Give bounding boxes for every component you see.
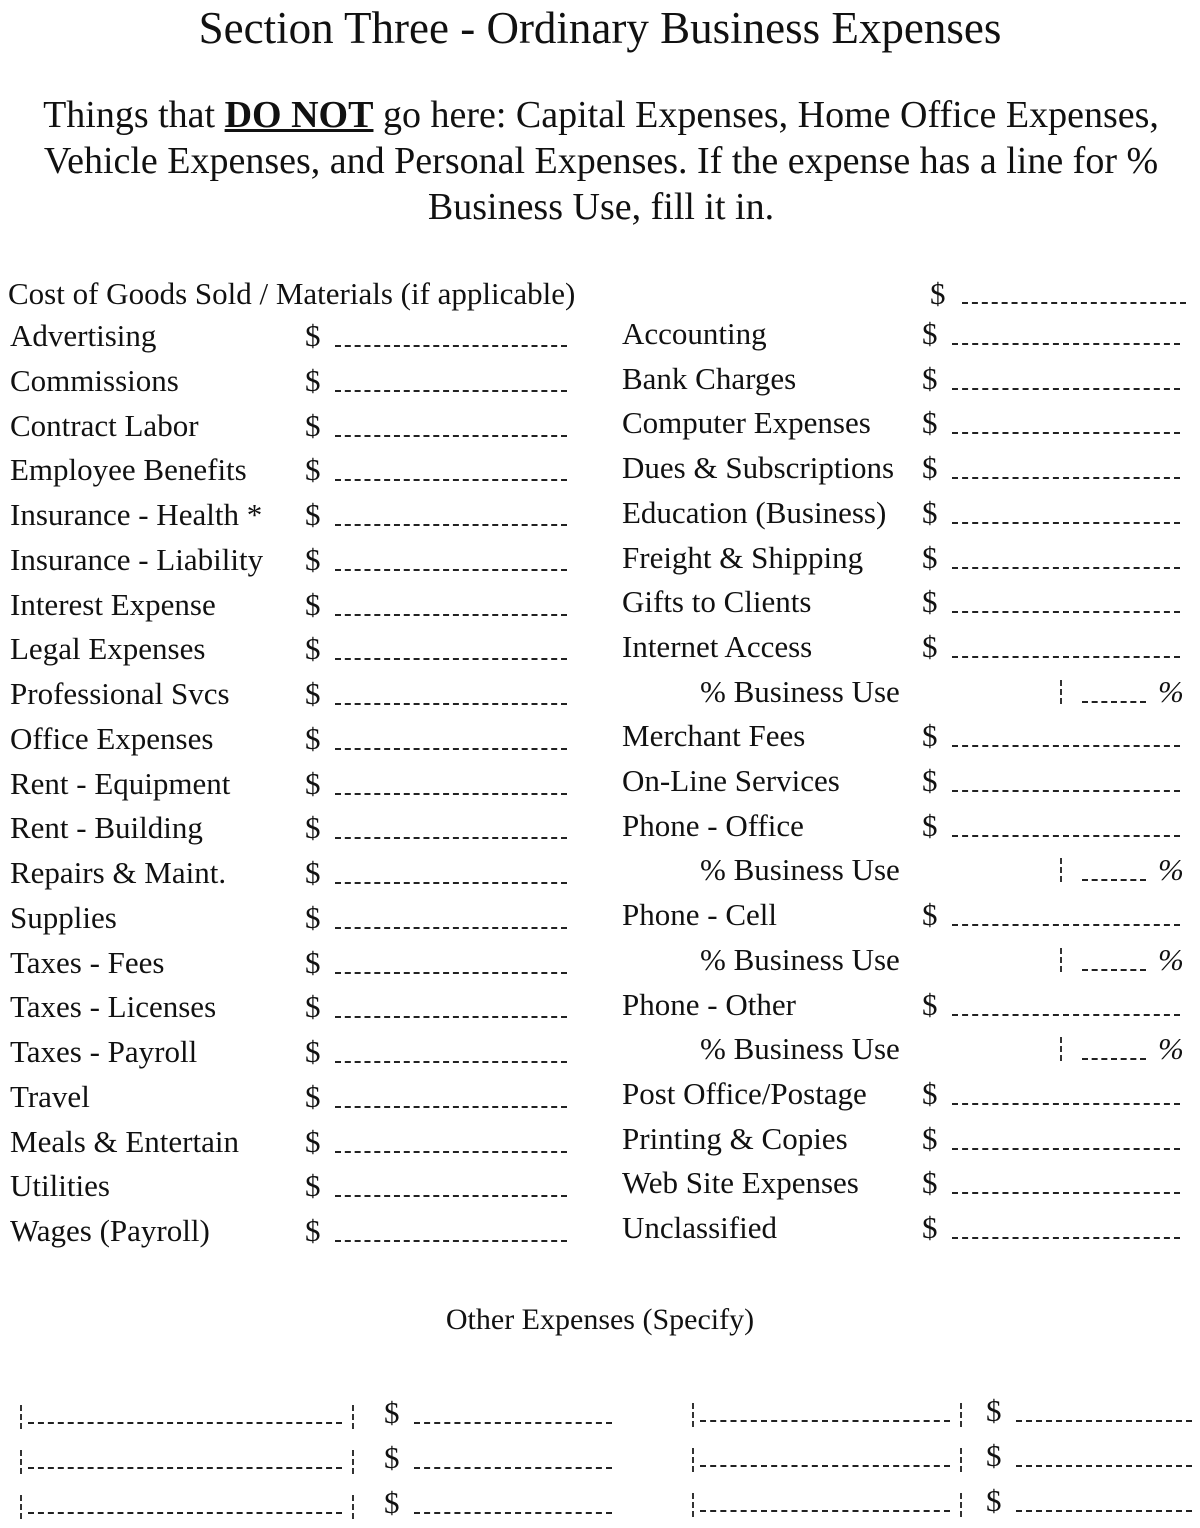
other-expense-name-field[interactable] <box>700 1510 950 1512</box>
field-bracket-left <box>692 1448 694 1472</box>
amount-field[interactable] <box>335 435 567 437</box>
other-expense-amount-field[interactable] <box>414 1467 612 1469</box>
cogs-amount-field[interactable] <box>962 302 1186 304</box>
other-expense-name-field[interactable] <box>28 1512 342 1514</box>
dollar-sign: $ <box>305 810 321 845</box>
percent-field-marker <box>1060 858 1062 882</box>
other-expense-amount-field[interactable] <box>1016 1465 1192 1467</box>
expense-label: Bank Charges <box>622 361 797 396</box>
expense-label: Taxes - Payroll <box>10 1034 198 1069</box>
expense-label: Office Expenses <box>10 721 214 756</box>
other-expense-amount-field[interactable] <box>414 1422 612 1424</box>
field-bracket-left <box>692 1493 694 1517</box>
dollar-sign: $ <box>305 1124 321 1159</box>
business-use-percent-field[interactable] <box>1082 879 1146 881</box>
expense-label: Internet Access <box>622 629 813 664</box>
dollar-sign: $ <box>922 540 938 575</box>
dollar-sign: $ <box>305 408 321 443</box>
amount-field[interactable] <box>335 972 567 974</box>
expense-label: Advertising <box>10 318 157 353</box>
expense-label: Professional Svcs <box>10 676 230 711</box>
expense-label: Freight & Shipping <box>622 540 864 575</box>
amount-field[interactable] <box>335 614 567 616</box>
expense-label: Rent - Equipment <box>10 766 231 801</box>
expense-label: Gifts to Clients <box>622 584 812 619</box>
expense-label: Insurance - Health * <box>10 497 263 532</box>
dollar-sign: $ <box>305 766 321 801</box>
dollar-sign: $ <box>305 676 321 711</box>
dollar-sign: $ <box>305 1079 321 1114</box>
amount-field[interactable] <box>952 656 1180 658</box>
other-expense-name-field[interactable] <box>28 1467 342 1469</box>
business-use-label: % Business Use <box>700 852 900 887</box>
expense-label: Interest Expense <box>10 587 216 622</box>
dollar-sign: $ <box>305 989 321 1024</box>
amount-field[interactable] <box>335 882 567 884</box>
expense-label: Insurance - Liability <box>10 542 264 577</box>
dollar-sign: $ <box>922 987 938 1022</box>
percent-field-marker <box>1060 1037 1062 1061</box>
business-use-percent-field[interactable] <box>1082 1058 1146 1060</box>
dollar-sign: $ <box>384 1485 400 1520</box>
expense-label: Phone - Office <box>622 808 804 843</box>
expense-label: Web Site Expenses <box>622 1165 859 1200</box>
amount-field[interactable] <box>952 745 1180 747</box>
dollar-sign: $ <box>922 763 938 798</box>
amount-field[interactable] <box>952 1192 1180 1194</box>
amount-field[interactable] <box>335 703 567 705</box>
expense-label: Phone - Cell <box>622 897 777 932</box>
dollar-sign: $ <box>305 900 321 935</box>
business-use-label: % Business Use <box>700 942 900 977</box>
business-use-percent-field[interactable] <box>1082 701 1146 703</box>
field-bracket-left <box>20 1405 22 1429</box>
amount-field[interactable] <box>952 477 1180 479</box>
percent-sign: % <box>1158 852 1184 887</box>
other-expenses-title: Other Expenses (Specify) <box>445 1303 755 1336</box>
dollar-sign: $ <box>986 1483 1002 1518</box>
amount-field[interactable] <box>952 522 1180 524</box>
cogs-dollar-sign: $ <box>930 276 946 311</box>
dollar-sign: $ <box>384 1440 400 1475</box>
dollar-sign: $ <box>922 405 938 440</box>
expense-label: Contract Labor <box>10 408 199 443</box>
field-bracket-left <box>20 1450 22 1474</box>
field-bracket-right <box>960 1403 962 1427</box>
expense-label: Computer Expenses <box>622 405 871 440</box>
expense-label: Meals & Entertain <box>10 1124 239 1159</box>
amount-field[interactable] <box>335 837 567 839</box>
business-use-percent-field[interactable] <box>1082 969 1146 971</box>
other-expense-name-field[interactable] <box>700 1420 950 1422</box>
intro-rest: go here: Capital Expenses, Home Office Expenses, Vehicle Expenses, and Personal Expenses. If the expense has a line for % Business Use, fill it in. <box>43 94 1159 228</box>
amount-field[interactable] <box>952 611 1180 613</box>
dollar-sign: $ <box>305 631 321 666</box>
dollar-sign: $ <box>305 587 321 622</box>
amount-field[interactable] <box>952 1014 1180 1016</box>
dollar-sign: $ <box>305 363 321 398</box>
dollar-sign: $ <box>305 497 321 532</box>
dollar-sign: $ <box>922 1165 938 1200</box>
percent-sign: % <box>1158 674 1184 709</box>
expense-label: Post Office/Postage <box>622 1076 867 1111</box>
expense-label: Rent - Building <box>10 810 203 845</box>
other-expense-amount-field[interactable] <box>1016 1420 1192 1422</box>
dollar-sign: $ <box>986 1393 1002 1428</box>
field-bracket-right <box>960 1448 962 1472</box>
other-expense-amount-field[interactable] <box>1016 1510 1192 1512</box>
dollar-sign: $ <box>305 542 321 577</box>
percent-sign: % <box>1158 942 1184 977</box>
expense-label: Merchant Fees <box>622 718 806 753</box>
expense-label: Travel <box>10 1079 90 1114</box>
amount-field[interactable] <box>335 748 567 750</box>
dollar-sign: $ <box>305 1213 321 1248</box>
dollar-sign: $ <box>922 808 938 843</box>
expense-label: Accounting <box>622 316 767 351</box>
expense-label: Education (Business) <box>622 495 887 530</box>
amount-field[interactable] <box>335 345 567 347</box>
dollar-sign: $ <box>922 1121 938 1156</box>
amount-field[interactable] <box>335 793 567 795</box>
amount-field[interactable] <box>952 432 1180 434</box>
percent-field-marker <box>1060 948 1062 972</box>
dollar-sign: $ <box>922 718 938 753</box>
expense-label: Utilities <box>10 1168 110 1203</box>
amount-field[interactable] <box>952 1103 1180 1105</box>
expense-label: Dues & Subscriptions <box>622 450 895 485</box>
dollar-sign: $ <box>305 721 321 756</box>
dollar-sign: $ <box>305 1168 321 1203</box>
other-expense-name-field[interactable] <box>28 1422 342 1424</box>
dollar-sign: $ <box>305 855 321 890</box>
dollar-sign: $ <box>922 629 938 664</box>
business-use-label: % Business Use <box>700 674 900 709</box>
amount-field[interactable] <box>952 924 1180 926</box>
dollar-sign: $ <box>922 361 938 396</box>
expense-label: On-Line Services <box>622 763 840 798</box>
amount-field[interactable] <box>335 1240 567 1242</box>
field-bracket-right <box>352 1495 354 1519</box>
amount-field[interactable] <box>952 343 1180 345</box>
amount-field[interactable] <box>335 524 567 526</box>
dollar-sign: $ <box>305 1034 321 1069</box>
intro-emphasis: DO NOT <box>224 94 374 136</box>
dollar-sign: $ <box>922 584 938 619</box>
amount-field[interactable] <box>952 1148 1180 1150</box>
field-bracket-left <box>692 1403 694 1427</box>
field-bracket-left <box>20 1495 22 1519</box>
amount-field[interactable] <box>952 790 1180 792</box>
dollar-sign: $ <box>922 897 938 932</box>
expense-label: Taxes - Fees <box>10 945 165 980</box>
amount-field[interactable] <box>335 1106 567 1108</box>
expense-label: Commissions <box>10 363 179 398</box>
other-expense-amount-field[interactable] <box>414 1512 612 1514</box>
expense-label: Printing & Copies <box>622 1121 848 1156</box>
percent-field-marker <box>1060 680 1062 704</box>
dollar-sign: $ <box>384 1395 400 1430</box>
amount-field[interactable] <box>335 658 567 660</box>
dollar-sign: $ <box>922 495 938 530</box>
expense-label: Employee Benefits <box>10 452 247 487</box>
amount-field[interactable] <box>335 1061 567 1063</box>
dollar-sign: $ <box>305 318 321 353</box>
field-bracket-right <box>352 1450 354 1474</box>
field-bracket-right <box>352 1405 354 1429</box>
intro-prefix: Things that <box>43 94 216 136</box>
amount-field[interactable] <box>952 1237 1180 1239</box>
amount-field[interactable] <box>335 479 567 481</box>
other-expense-name-field[interactable] <box>700 1465 950 1467</box>
dollar-sign: $ <box>922 1210 938 1245</box>
dollar-sign: $ <box>922 316 938 351</box>
expense-label: Wages (Payroll) <box>10 1213 210 1248</box>
expense-label: Legal Expenses <box>10 631 206 666</box>
amount-field[interactable] <box>335 1016 567 1018</box>
amount-field[interactable] <box>335 1151 567 1153</box>
amount-field[interactable] <box>952 388 1180 390</box>
amount-field[interactable] <box>335 1195 567 1197</box>
business-use-label: % Business Use <box>700 1031 900 1066</box>
expense-label: Unclassified <box>622 1210 777 1245</box>
amount-field[interactable] <box>952 835 1180 837</box>
expense-label: Repairs & Maint. <box>10 855 227 890</box>
expense-label: Taxes - Licenses <box>10 989 217 1024</box>
dollar-sign: $ <box>305 945 321 980</box>
expense-label: Supplies <box>10 900 117 935</box>
percent-sign: % <box>1158 1031 1184 1066</box>
dollar-sign: $ <box>986 1438 1002 1473</box>
dollar-sign: $ <box>922 1076 938 1111</box>
amount-field[interactable] <box>335 927 567 929</box>
dollar-sign: $ <box>922 450 938 485</box>
instructions <box>6 92 1196 230</box>
amount-field[interactable] <box>335 569 567 571</box>
dollar-sign: $ <box>305 452 321 487</box>
amount-field[interactable] <box>952 567 1180 569</box>
field-bracket-right <box>960 1493 962 1517</box>
section-title: Section Three - Ordinary Business Expenses <box>198 3 1002 53</box>
cogs-label: Cost of Goods Sold / Materials (if applicable) <box>8 276 576 311</box>
expense-label: Phone - Other <box>622 987 796 1022</box>
amount-field[interactable] <box>335 390 567 392</box>
